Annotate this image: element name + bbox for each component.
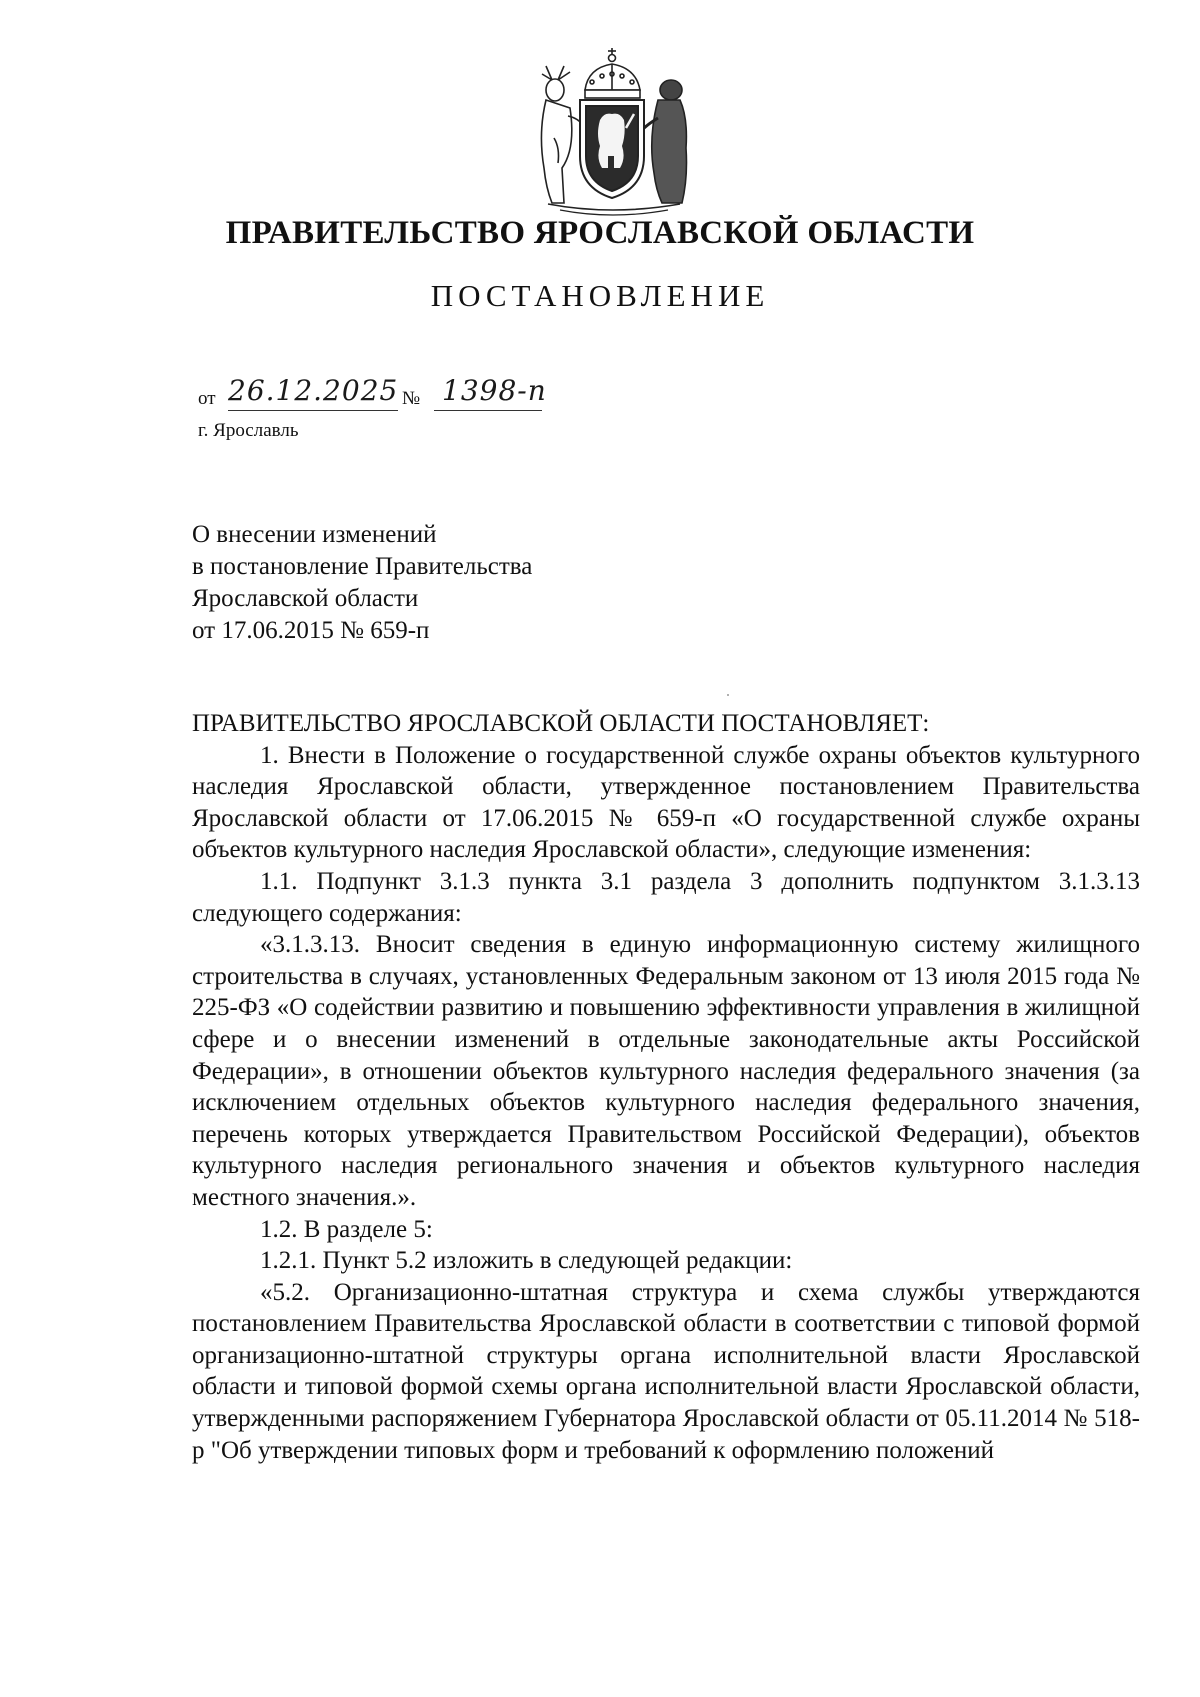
organization-title: ПРАВИТЕЛЬСТВО ЯРОСЛАВСКОЙ ОБЛАСТИ [225,215,975,251]
scan-speck [727,694,729,696]
document-body [192,708,1140,1466]
subject-line: в постановление Правительства [192,553,533,580]
subject-line: Ярославской области [192,585,419,612]
number-label: № [402,388,421,409]
body-paragraph: 1. Внести в Положение о государственной службе охраны объектов культурного наследия Ярославской области, утвержденное постановлением Правительства Ярославской области от 17.06.2015 № 659-п «О государственной службе охраны объектов культурного наследия Ярославской области», следующие изменения: [192,741,1140,864]
body-paragraph: «3.1.3.13. Вносит сведения в единую информационную систему жилищного строительства в случаях, установленных Федеральным законом от 13 июля 2015 года № 225-ФЗ «О содействии развитию и повышению эффективности управления в жилищной сфере и о внесении изменений в отдельные законодательные акты Российской Федерации», в отношении объектов культурного наследия федерального значения (за исключением отдельных объектов культурного наследия федерального значения, перечень которых утверждается Правительством Российской Федерации), объектов культурного наследия регионального значения и объектов культурного наследия местного значения.». [192,931,1140,1211]
handwritten-date: 26.12.2025 [228,374,399,407]
body-paragraph: «5.2. Организационно-штатная структура и схема службы утверждаются постановлением Правительства Ярославской области в соответствии с типовой формой организационно-штатной структуры органа исполнительной власти Ярославской области и типовой формой схемы органа исполнительной власти Ярославской области, утвержденными распоряжением Губернатора Ярославской области от 05.11.2014 № 518-р "Об утверждении типовых форм и требований к оформлению положений [192,1278,1140,1464]
document-type-title: ПОСТАНОВЛЕНИЕ [430,278,770,313]
resolution-heading: ПРАВИТЕЛЬСТВО ЯРОСЛАВСКОЙ ОБЛАСТИ ПОСТАНОВЛЯЕТ: [192,710,930,737]
deer-supporter-icon [541,66,584,203]
date-label: от [198,388,216,409]
date-underline [228,410,398,411]
handwritten-number: 1398-п [442,374,547,407]
body-paragraph: 1.2. В разделе 5: [260,1215,433,1243]
subject-line: от 17.06.2015 № 659-п [192,617,430,644]
body-paragraph: 1.1. Подпункт 3.1.3 пункта 3.1 раздела 3 дополнить подпунктом 3.1.3.13 следующего содержания: [192,867,1140,927]
number-underline [434,410,542,411]
city-label: г. Ярославль [198,420,299,441]
bear-supporter-icon [642,80,687,203]
document-meta-line [198,374,618,410]
body-paragraph: 1.2.1. Пункт 5.2 изложить в следующей редакции: [260,1247,793,1275]
crown-icon [585,48,640,98]
document-subject [192,519,532,647]
subject-line: О внесении изменений [192,521,437,548]
shield-icon [580,100,644,198]
coat-of-arms-emblem [530,38,695,218]
